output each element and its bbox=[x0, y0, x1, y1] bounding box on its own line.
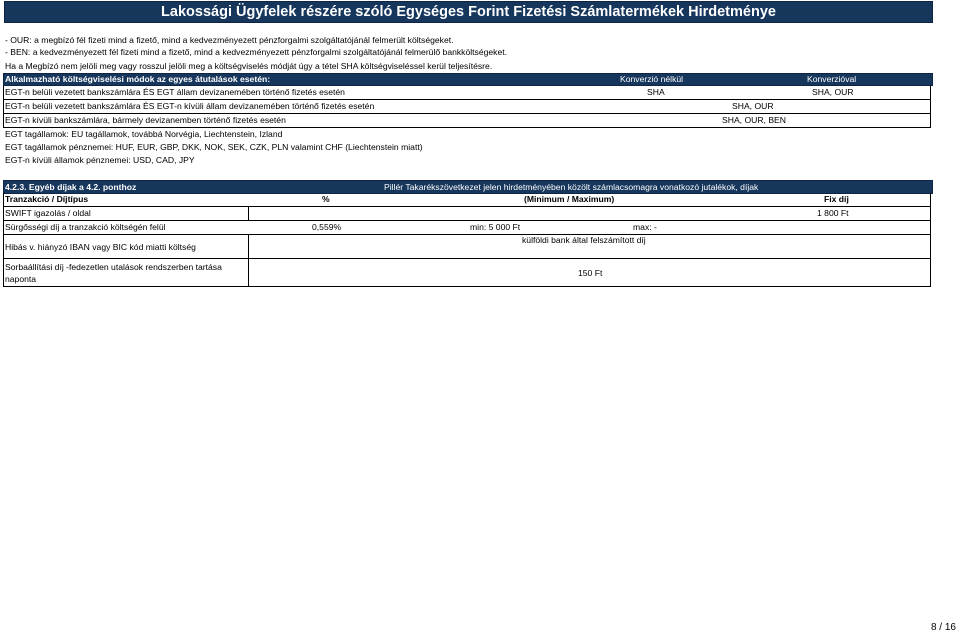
cost-row-value: SHA, OUR, BEN bbox=[722, 115, 786, 125]
fee-row-note: külföldi bank által felszámított díj bbox=[522, 235, 646, 245]
fee-row-value: 150 Ft bbox=[578, 268, 603, 278]
cost-row-conversion: SHA, OUR bbox=[812, 87, 854, 97]
fee-row bbox=[3, 207, 931, 221]
fees-section-title: 4.2.3. Egyéb díjak a 4.2. ponthoz bbox=[5, 182, 137, 192]
col-min-max: (Minimum / Maximum) bbox=[524, 194, 615, 204]
fees-column-headings bbox=[3, 193, 931, 207]
cost-row-label: EGT-n belüli vezetett bankszámlára ÉS EGT állam devizanemében történő fizetés esetén bbox=[5, 87, 345, 97]
fee-row-percent: 0,559% bbox=[312, 222, 342, 232]
col-transaction-type: Tranzakció / Díjtípus bbox=[5, 194, 89, 204]
cost-table-header-conversion: Konverzióval bbox=[807, 74, 857, 84]
cost-row-value: SHA, OUR bbox=[732, 101, 774, 111]
fee-row-max: max: - bbox=[633, 222, 657, 232]
fee-row-min: min: 5 000 Ft bbox=[470, 222, 521, 232]
cost-table-header bbox=[3, 73, 933, 86]
note-ben: - BEN: a kedvezményezett fél fizeti mind a fizető, mind a kedvezményezett pénzforgalmi szolgáltatójánál felmerülő bankköltségeket. bbox=[5, 47, 508, 57]
cost-table-row bbox=[3, 114, 931, 128]
cost-table-row bbox=[3, 86, 931, 100]
page-number: 8 / 16 bbox=[930, 622, 956, 633]
non-eea-currencies-line: EGT-n kívüli államok pénznemei: USD, CAD, JPY bbox=[5, 155, 195, 165]
fees-section-subtitle: Pillér Takarékszövetkezet jelen hirdetményében közölt számlacsomagra vonatkozó jutalékok, díjak bbox=[384, 182, 759, 192]
cost-table-header-no-conversion: Konverzió nélkül bbox=[620, 74, 684, 84]
cost-row-no-conversion: SHA bbox=[647, 87, 665, 97]
cost-row-label: EGT-n belüli vezetett bankszámlára ÉS EGT-n kívüli állam devizanemében történő fizetés esetén bbox=[5, 101, 375, 111]
fee-row-label-line1: Sorbaállítási díj -fedezetlen utalások rendszerben tartása bbox=[5, 262, 222, 272]
fee-row-label-line2: naponta bbox=[5, 274, 37, 284]
fee-row bbox=[3, 221, 931, 235]
eea-members-line: EGT tagállamok: EU tagállamok, továbbá Norvégia, Liechtenstein, Izland bbox=[5, 129, 283, 139]
note-default-sha: Ha a Megbízó nem jelöli meg vagy rosszul jelöli meg a költségviselés módját úgy a tétel SHA költségviseléssel kerül teljesítésre. bbox=[5, 61, 493, 71]
fee-row-fixed: 1 800 Ft bbox=[817, 208, 849, 218]
fee-row-label: Hibás v. hiányzó IBAN vagy BIC kód miatti költség bbox=[5, 242, 196, 252]
fee-row-label: Sürgősségi díj a tranzakció költségén felül bbox=[5, 222, 166, 232]
cost-table-row bbox=[3, 100, 931, 114]
fee-row-label: SWIFT igazolás / oldal bbox=[5, 208, 91, 218]
eea-currencies-line: EGT tagállamok pénznemei: HUF, EUR, GBP, DKK, NOK, SEK, CZK, PLN valamint CHF (Liechtenstein miatt) bbox=[5, 142, 423, 152]
col-percent: % bbox=[322, 194, 330, 204]
fee-row bbox=[3, 259, 931, 287]
cost-table-header-label: Alkalmazható költségviselési módok az egyes átutalások esetén: bbox=[5, 74, 271, 84]
fees-section-header bbox=[3, 180, 933, 194]
cost-row-label: EGT-n kívüli bankszámlára, bármely devizanemben történő fizetés esetén bbox=[5, 115, 286, 125]
col-fixed-fee: Fix díj bbox=[824, 194, 849, 204]
page-title: Lakossági Ügyfelek részére szóló Egységes Forint Fizetési Számlatermékek Hirdetménye bbox=[4, 1, 933, 23]
fee-row bbox=[3, 235, 931, 259]
note-our: - OUR: a megbízó fél fizeti mind a fizető, mind a kedvezményezett pénzforgalmi szolgáltatójánál felmerült költségeket. bbox=[5, 35, 454, 45]
